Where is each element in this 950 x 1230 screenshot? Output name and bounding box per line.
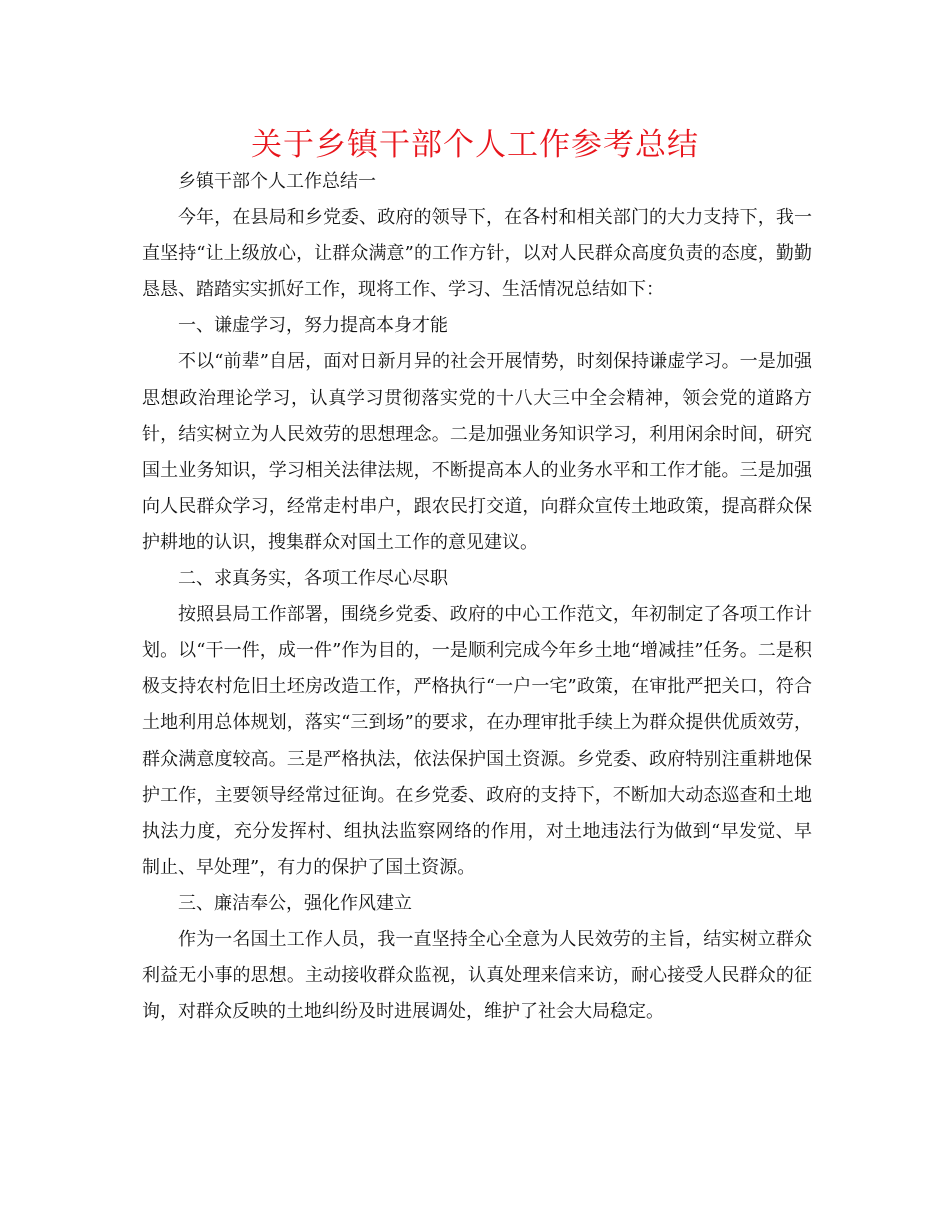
section-heading-1: 一、谦虚学习，努力提高本身才能 — [178, 315, 448, 337]
section-heading-3: 三、廉洁奉公，强化作风建立 — [178, 892, 412, 914]
paragraph-section-1: 不以“前辈”自居，面对日新月异的社会开展情势，时刻保持谦虚学习。一是加强思想政治理论学习，认真学习贯彻落实党的十八大三中全会精神，领会党的道路方针，结实树立为人民效劳的思想理念。二是加强业务知识学习，利用闲余时间，研究国土业务知识，学习相关法律法规，不断提高本人的业务水平和工作才能。三是加强向人民群众学习，经常走村串户，跟农民打交道，向群众宣传土地政策，提高群众保护耕地的认识，搜集群众对国土工作的意见建议。 — [142, 351, 812, 553]
paragraph-section-2: 按照县局工作部署，围绕乡党委、政府的中心工作范文，年初制定了各项工作计划。以“干一件，成一件”作为目的，一是顺利完成今年乡土地“增减挂”任务。二是积极支持农村危旧土坯房改造工作，严格执行“一户一宅”政策，在审批严把关口，符合土地利用总体规划，落实“三到场”的要求，在办理审批手续上为群众提供优质效劳，群众满意度较高。三是严格执法，依法保护国土资源。乡党委、政府特别注重耕地保护工作，主要领导经常过征询。在乡党委、政府的支持下，不断加大动态巡查和土地执法力度，充分发挥村、组执法监察网络的作用，对土地违法行为做到“早发觉、早制止、早处理”，有力的保护了国土资源。 — [142, 604, 812, 878]
document-title: 关于乡镇干部个人工作参考总结 — [251, 127, 699, 163]
paragraph-intro: 今年，在县局和乡党委、政府的领导下，在各村和相关部门的大力支持下，我一直坚持“让上级放心，让群众满意”的工作方针，以对人民群众高度负责的态度，勤勤恳恳、踏踏实实抓好工作，现将工作、学习、生活情况总结如下： — [142, 207, 812, 301]
paragraph-subtitle: 乡镇干部个人工作总结一 — [178, 171, 376, 192]
paragraph-section-3: 作为一名国土工作人员，我一直坚持全心全意为人民效劳的主旨，结实树立群众利益无小事的思想。主动接收群众监视，认真处理来信来访，耐心接受人民群众的征询，对群众反映的土地纠纷及时进展调处，维护了社会大局稳定。 — [142, 928, 812, 1023]
document-body — [142, 164, 812, 1030]
section-heading-2: 二、求真务实，各项工作尽心尽职 — [178, 568, 448, 590]
